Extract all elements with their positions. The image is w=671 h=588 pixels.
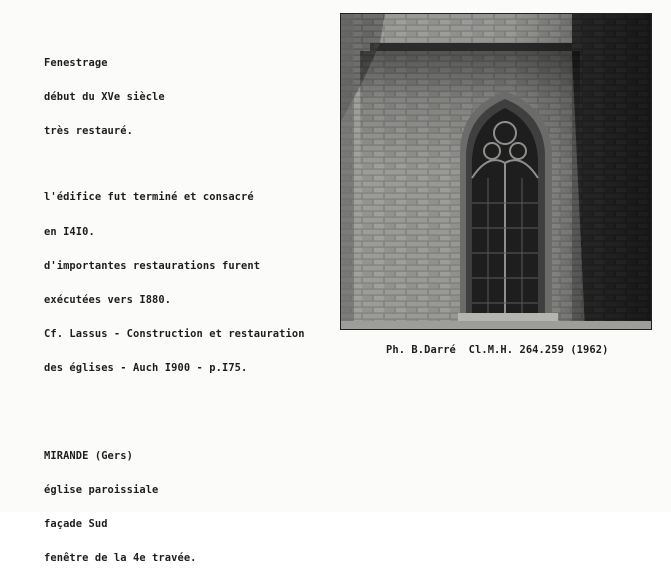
note-line: Fenestrage [44, 56, 108, 69]
photo-credit: Ph. B.Darré Cl.M.H. 264.259 (1962) [386, 344, 609, 356]
note-line: d'importantes restaurations furent [44, 259, 261, 272]
spacer [44, 160, 305, 169]
location-building: église paroissiale [44, 484, 159, 497]
note-line: en I4I0. [44, 225, 95, 238]
note-line: l'édifice fut terminé et consacré [44, 191, 254, 204]
location-block [44, 428, 197, 588]
note-line: Cf. Lassus - Construction et restauration [44, 328, 305, 341]
location-town: MIRANDE (Gers) [44, 449, 133, 462]
note-line: exécutées vers I880. [44, 293, 172, 306]
location-window: fenêtre de la 4e travée. [44, 552, 197, 565]
description-notes [44, 35, 305, 398]
location-facade: façade Sud [44, 518, 108, 531]
note-line: très restauré. [44, 125, 133, 138]
note-line: des églises - Auch I900 - p.I75. [44, 362, 248, 375]
note-line: début du XVe siècle [44, 91, 165, 104]
window-photograph [340, 13, 652, 330]
